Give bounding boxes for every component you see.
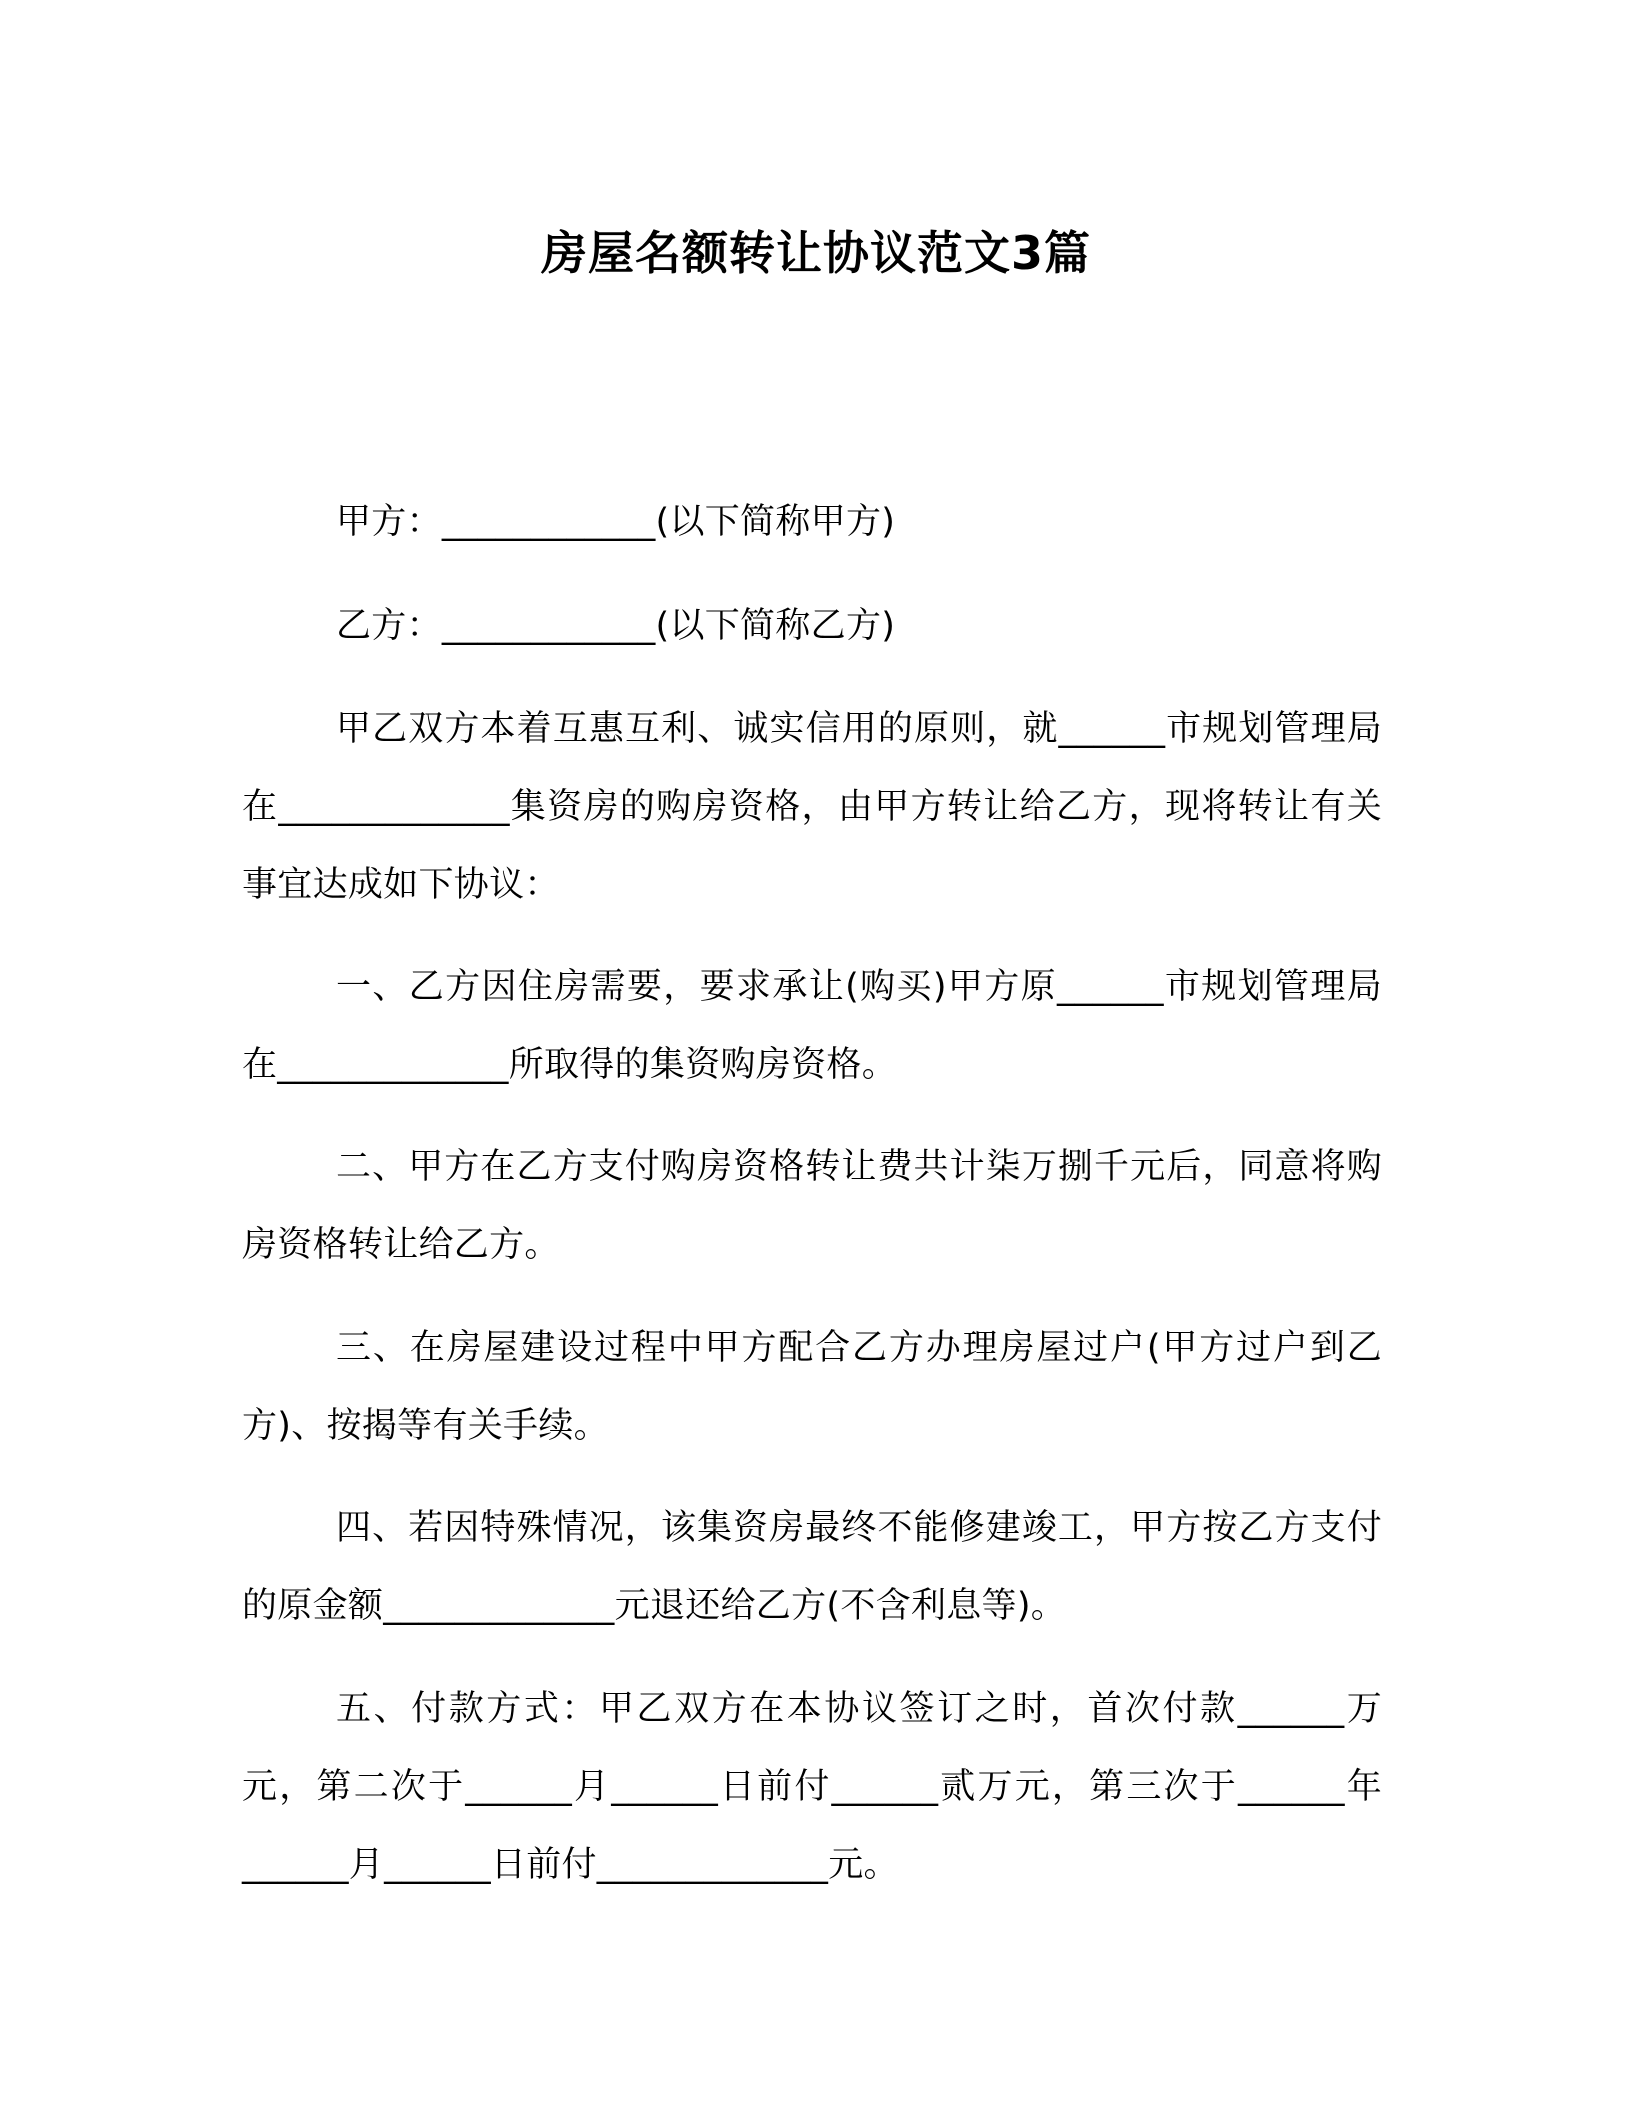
clause-1-paragraph: 一、乙方因住房需要，要求承让(购买)甲方原______市规划管理局在_____________所取得的集资购房资格。 (242, 967, 1382, 1085)
clause-5-paragraph: 五、付款方式：甲乙双方在本协议签订之时，首次付款______万元，第二次于______月______日前付______贰万元，第三次于______年______月______日前付_____________元。 (242, 1689, 1382, 1885)
preamble-paragraph: 甲乙双方本着互惠互利、诚实信用的原则，就______市规划管理局在_____________集资房的购房资格，由甲方转让给乙方，现将转让有关事宜达成如下协议： (242, 709, 1382, 905)
clause-4-paragraph: 四、若因特殊情况，该集资房最终不能修建竣工，甲方按乙方支付的原金额_____________元退还给乙方(不含利息等)。 (242, 1508, 1382, 1626)
clause-3-paragraph: 三、在房屋建设过程中甲方配合乙方办理房屋过户(甲方过户到乙方)、按揭等有关手续。 (242, 1328, 1382, 1446)
document-title: 房屋名额转让协议范文3篇 (540, 226, 1091, 280)
party-a-line: 甲方：____________(以下简称甲方) (336, 502, 896, 542)
clause-2-paragraph: 二、甲方在乙方支付购房资格转让费共计柒万捌千元后，同意将购房资格转让给乙方。 (242, 1147, 1382, 1265)
party-b-line: 乙方：____________(以下简称乙方) (336, 606, 896, 646)
